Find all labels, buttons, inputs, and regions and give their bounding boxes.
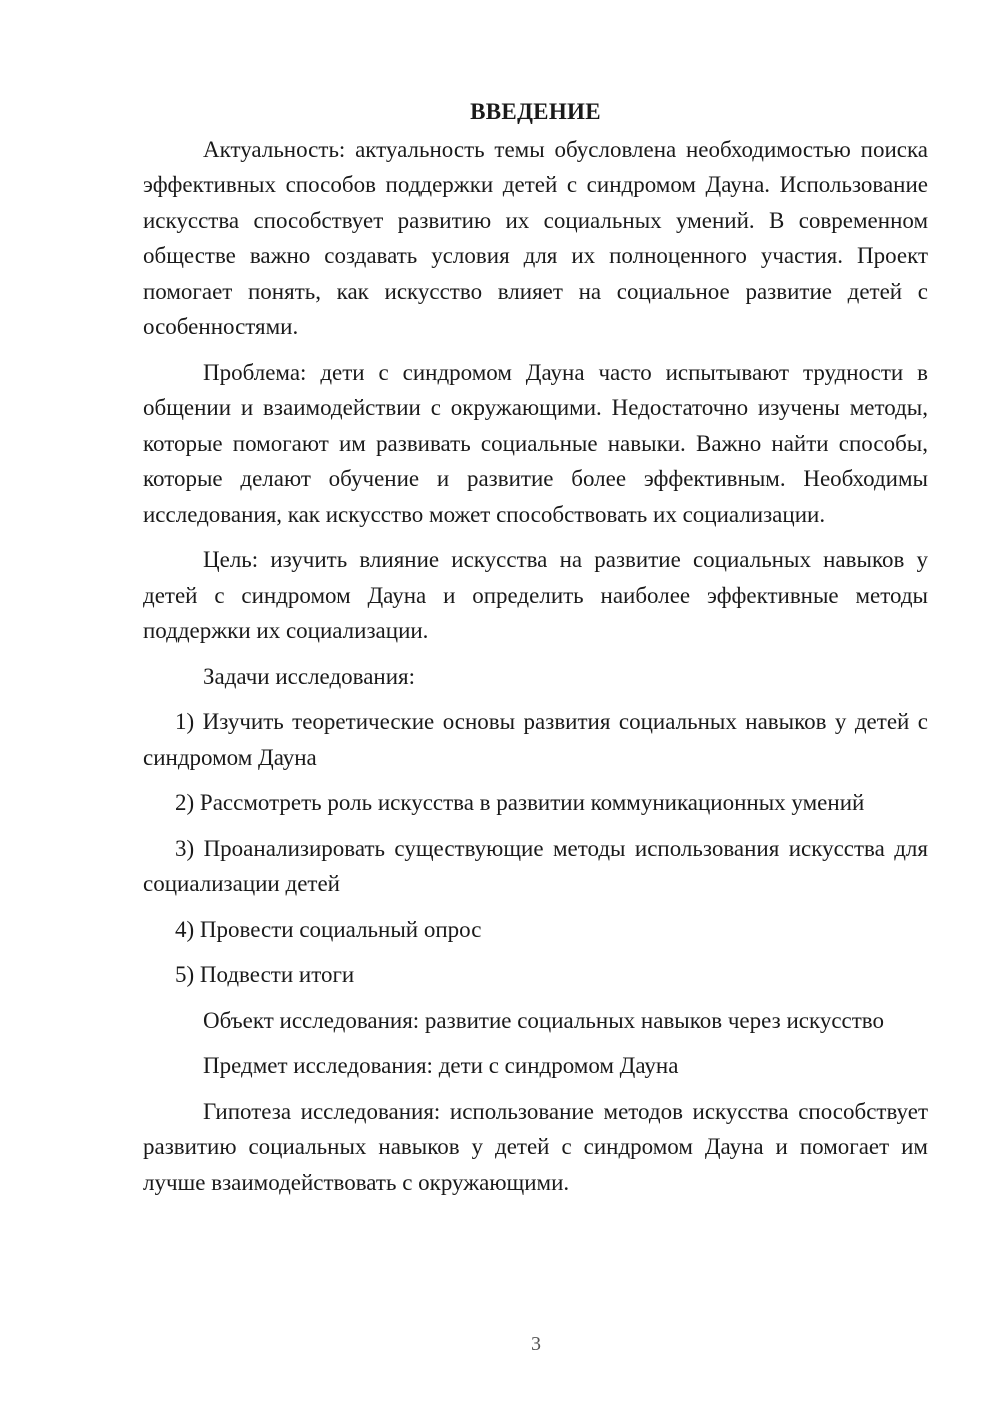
document-body (143, 94, 928, 1210)
section-title: ВВЕДЕНИЕ (470, 99, 601, 124)
task-item: 3) Проанализировать существующие методы использования искусства для социализации детей (143, 835, 928, 896)
tasks-list (143, 704, 928, 993)
problem-paragraph: Проблема: дети с синдромом Дауна часто испытывают трудности в общении и взаимодействии с окружающими. Недостаточно изучены методы, которые помогают им развивать социальные навыки. Важно найти способы, которые делают обучение и развитие более эффективным. Необходимы исследования, как искусство может способствовать их социализации. (143, 359, 928, 527)
task-item: 1) Изучить теоретические основы развития социальных навыков у детей с синдромом Дауна (143, 709, 928, 770)
task-item: 2) Рассмотреть роль искусства в развитии коммуникационных умений (175, 790, 865, 815)
subject-paragraph: Предмет исследования: дети с синдромом Дауна (203, 1053, 679, 1078)
task-item: 5) Подвести итоги (175, 962, 355, 987)
object-paragraph: Объект исследования: развитие социальных навыков через искусство (203, 1007, 885, 1033)
hypothesis-paragraph: Гипотеза исследования: использование методов искусства способствует развитию социальных навыков у детей с синдромом Дауна и помогает им лучше взаимодействовать с окружающими. (143, 1098, 928, 1195)
goal-paragraph: Цель: изучить влияние искусства на развитие социальных навыков у детей с синдромом Дауна и определить наиболее эффективные методы поддержки их социализации. (143, 547, 928, 643)
task-item: 4) Провести социальный опрос (175, 916, 482, 942)
tasks-heading: Задачи исследования: (203, 663, 416, 689)
page-number: 3 (531, 1333, 541, 1355)
relevance-paragraph: Актуальность: актуальность темы обусловлена необходимостью поиска эффективных способов поддержки детей с синдромом Дауна. Использование искусства способствует развитию их социальных умений. В современном обществе важно создавать условия для их полноценного участия. Проект помогает понять, как искусство влияет на социальное развитие детей с особенностями. (143, 136, 928, 339)
